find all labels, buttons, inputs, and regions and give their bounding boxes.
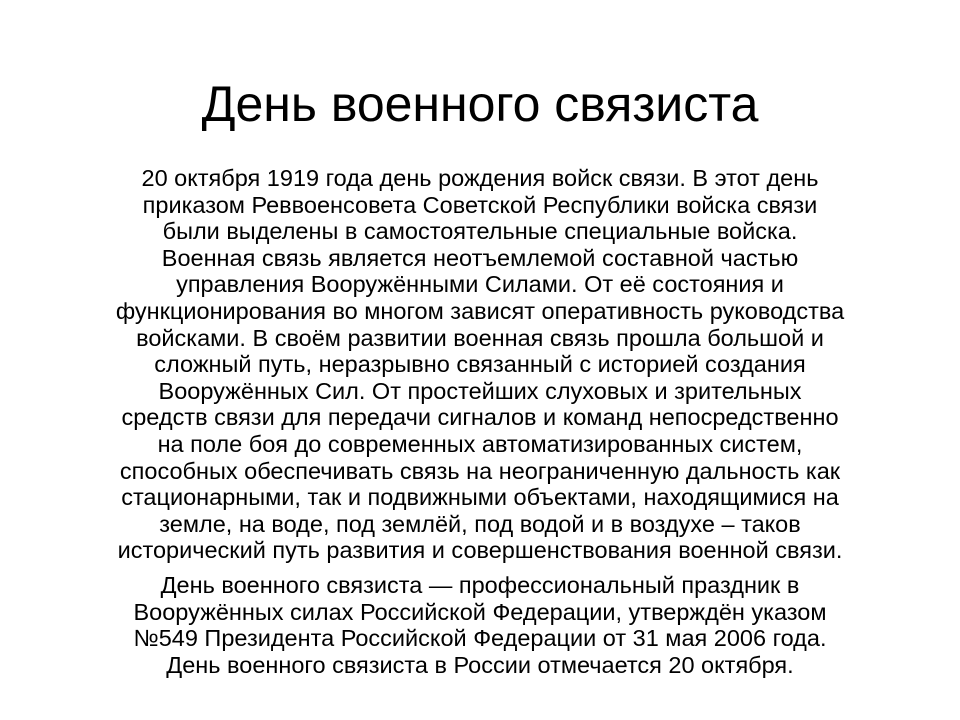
text-line: Военная связь является неотъемлемой составной частью [161, 244, 799, 271]
text-line: Вооружённых силах Российской Федерации, утверждён указом [133, 598, 827, 625]
text-line: День военного связиста — профессиональный праздник в [160, 571, 800, 598]
text-line: Вооружённых Сил. От простейших слуховых и зрительных [158, 377, 802, 404]
slide-title: День военного связиста [201, 76, 759, 132]
text-line: исторический путь развития и совершенствования военной связи. [117, 537, 843, 564]
text-line: были выделены в самостоятельные специальные войска. [162, 218, 798, 245]
text-line: сложный путь, неразрывно связанный с историей создания [154, 351, 806, 378]
text-line: на поле боя до современных автоматизированных систем, [157, 430, 803, 457]
text-line: земле, на воде, под землёй, под водой и в воздухе – таков [159, 510, 801, 537]
paragraph-history [56, 165, 904, 564]
text-line: День военного связиста в России отмечается 20 октября. [166, 651, 794, 678]
text-line: средств связи для передачи сигналов и команд непосредственно [121, 404, 839, 431]
paragraph-holiday [56, 572, 904, 678]
text-line: №549 Президента Российской Федерации от 31 мая 2006 года. [133, 625, 827, 652]
text-line: функционирования во многом зависят оперативность руководства [115, 297, 845, 324]
text-line: способных обеспечивать связь на неограниченную дальность как [119, 457, 841, 484]
text-line: стационарными, так и подвижными объектами, находящимися на [121, 484, 839, 511]
slide-body [56, 165, 904, 678]
text-line: 20 октября 1919 года день рождения войск связи. В этот день [141, 165, 819, 191]
text-line: войсками. В своём развитии военная связь прошла большой и [136, 324, 824, 351]
text-line: управления Вооружёнными Силами. От её состояния и [176, 271, 784, 298]
text-line: приказом Реввоенсовета Советской Республики войска связи [142, 191, 818, 218]
